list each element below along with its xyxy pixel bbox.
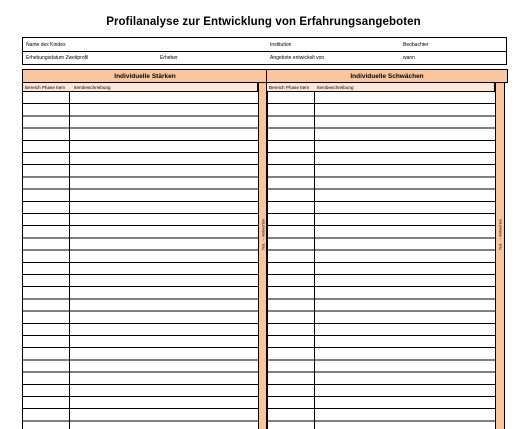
strengths-grid[interactable]	[22, 92, 258, 429]
strengths-section	[22, 69, 268, 429]
survey-date-field[interactable]: Erhebungsdatum Zweitprofil	[26, 55, 89, 61]
when-field[interactable]: wann	[403, 55, 415, 61]
weaknesses-side-strip	[495, 83, 505, 429]
info-table	[22, 37, 507, 65]
strengths-col-area: Bereich Phase Item	[25, 85, 66, 90]
weaknesses-grid[interactable]	[266, 92, 495, 429]
strengths-strip-label: Ted. → Antworten	[260, 218, 266, 251]
page-title: Profilanalyse zur Entwicklung von Erfahrungsangeboten	[106, 16, 421, 28]
weaknesses-subheader	[266, 83, 495, 92]
weaknesses-col-area: Bereich Phase Item	[269, 85, 310, 90]
weaknesses-section	[266, 69, 508, 429]
strengths-column-divider	[69, 92, 70, 429]
offers-developed-by-field[interactable]: Angebote entwickelt von	[270, 55, 325, 61]
weaknesses-col-description: Itembeschreibung	[317, 85, 354, 90]
institution-field[interactable]: Institution	[270, 42, 292, 48]
strengths-col-description: Itembeschreibung	[74, 85, 111, 90]
strengths-header: Individuelle Stärken	[22, 69, 268, 83]
weaknesses-strip-label: Ted. → Antworten	[497, 218, 503, 251]
strengths-subheader	[22, 83, 258, 92]
surveyor-field[interactable]: Erheber	[160, 55, 178, 61]
observer-field[interactable]: Beobachter	[403, 42, 429, 48]
info-divider	[23, 51, 506, 52]
child-name-field[interactable]: Name des Kindes	[26, 42, 66, 48]
weaknesses-header: Individuelle Schwächen	[266, 69, 508, 83]
weaknesses-column-divider	[314, 92, 315, 429]
